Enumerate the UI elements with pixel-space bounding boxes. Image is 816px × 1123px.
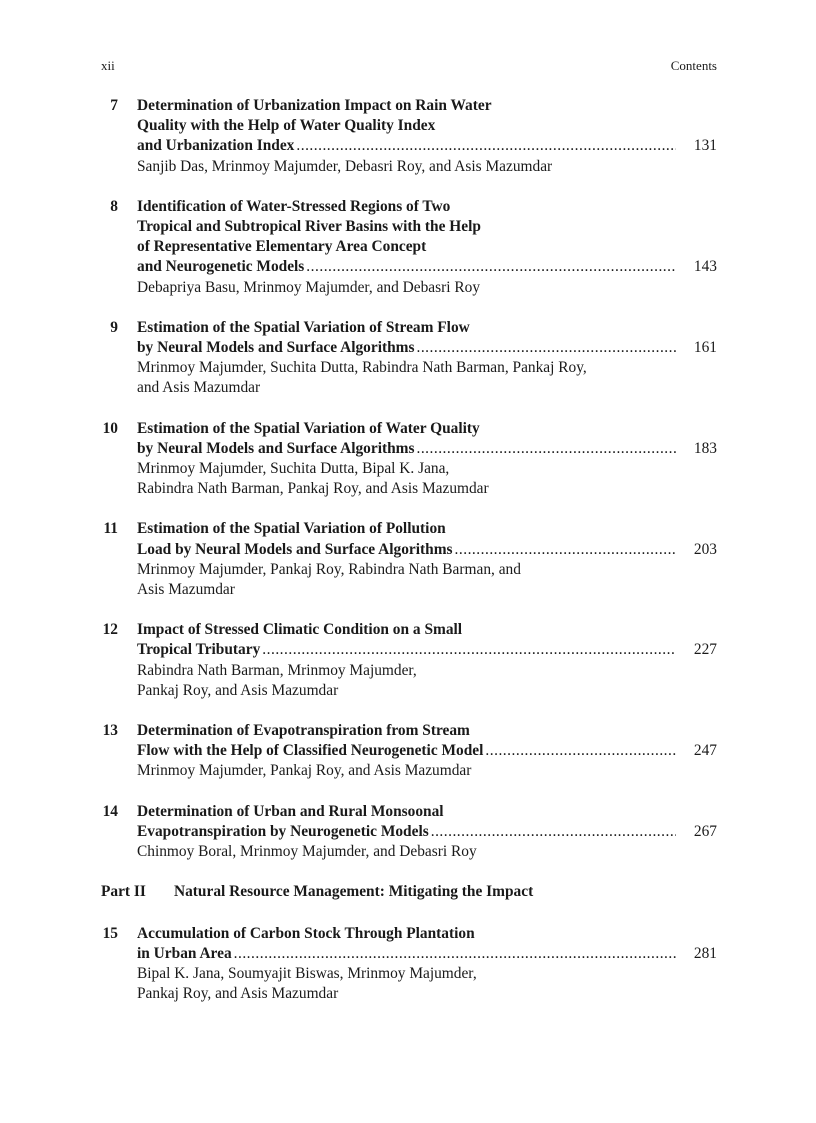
chapter-title-line: Evapotranspiration by Neurogenetic Models: [137, 822, 429, 840]
chapter-title-line: Load by Neural Models and Surface Algorithms: [137, 540, 453, 558]
chapter-authors: Pankaj Roy, and Asis Mazumdar: [137, 681, 339, 699]
chapter-title-line: of Representative Elementary Area Concept: [137, 238, 427, 256]
toc-entry-body: [137, 96, 717, 177]
toc-entry-body: [137, 318, 717, 399]
toc-entry[interactable]: [0, 721, 816, 782]
chapter-title-line: in Urban Area: [137, 944, 232, 962]
page-reference: 267: [693, 822, 717, 840]
chapter-number: 7: [110, 97, 118, 114]
running-head: [101, 58, 717, 78]
page-reference: 281: [693, 944, 717, 962]
chapter-authors: Rabindra Nath Barman, Pankaj Roy, and Asis Mazumdar: [137, 480, 489, 498]
page-reference: 227: [693, 641, 717, 659]
toc-list: [0, 96, 816, 1024]
toc-entry[interactable]: [0, 96, 816, 177]
toc-entry-body: [137, 924, 717, 1005]
toc-entry[interactable]: [0, 519, 816, 600]
chapter-title-line: Tropical and Subtropical River Basins with the Help: [137, 218, 481, 236]
toc-entry[interactable]: [0, 802, 816, 863]
chapter-title-last-line: [137, 338, 717, 358]
dot-leader: [455, 540, 676, 560]
chapter-title-last-line: [137, 540, 717, 560]
chapter-number: 13: [102, 722, 118, 740]
chapter-title-last-line: [137, 439, 717, 459]
chapter-authors: Asis Mazumdar: [137, 581, 235, 599]
chapter-title-line: Impact of Stressed Climatic Condition on a Small: [137, 621, 463, 639]
page-reference: 203: [693, 540, 717, 558]
part-label: Part II: [101, 883, 146, 901]
chapter-authors: Mrinmoy Majumder, Suchita Dutta, Rabindra Nath Barman, Pankaj Roy,: [137, 359, 587, 377]
dot-leader: [296, 136, 676, 156]
chapter-title-line: and Urbanization Index: [137, 137, 295, 155]
chapter-title-line: Quality with the Help of Water Quality Index: [137, 117, 436, 135]
chapter-title-line: Estimation of the Spatial Variation of Stream Flow: [137, 318, 470, 336]
page-reference: 143: [693, 258, 717, 276]
chapter-number: 8: [110, 197, 118, 215]
toc-entry-body: [137, 197, 717, 298]
toc-entry[interactable]: [0, 318, 816, 399]
toc-entry[interactable]: [0, 197, 816, 298]
dot-leader: [485, 741, 676, 761]
chapter-authors: Debapriya Basu, Mrinmoy Majumder, and Debasri Roy: [137, 278, 481, 296]
chapter-authors: Mrinmoy Majumder, Pankaj Roy, and Asis Mazumdar: [137, 762, 472, 780]
chapter-title-last-line: [137, 640, 717, 660]
chapter-title-line: Identification of Water-Stressed Regions of Two: [137, 197, 451, 215]
dot-leader: [262, 640, 676, 660]
toc-entry-body: [137, 721, 717, 782]
dot-leader: [416, 439, 675, 459]
chapter-authors: Pankaj Roy, and Asis Mazumdar: [137, 985, 339, 1003]
chapter-authors: Chinmoy Boral, Mrinmoy Majumder, and Debasri Roy: [137, 843, 477, 861]
chapter-authors: Mrinmoy Majumder, Suchita Dutta, Bipal K. Jana,: [137, 460, 450, 478]
chapter-title-line: Determination of Evapotranspiration from Stream: [137, 722, 470, 740]
dot-leader: [234, 944, 676, 964]
chapter-number: 10: [102, 419, 118, 437]
toc-entry-body: [137, 620, 717, 701]
chapter-authors: Rabindra Nath Barman, Mrinmoy Majumder,: [137, 661, 417, 679]
toc-entry[interactable]: [0, 419, 816, 500]
page-reference: 161: [693, 339, 717, 357]
part-title: Natural Resource Management: Mitigating the Impact: [174, 883, 534, 901]
chapter-title-line: Tropical Tributary: [137, 641, 261, 659]
chapter-title-line: Estimation of the Spatial Variation of Water Quality: [137, 419, 480, 437]
page-reference: 131: [693, 137, 717, 155]
chapter-authors: Sanjib Das, Mrinmoy Majumder, Debasri Roy, and Asis Mazumdar: [137, 157, 553, 175]
chapter-authors: Mrinmoy Majumder, Pankaj Roy, Rabindra Nath Barman, and: [137, 560, 521, 578]
toc-group-part-ii: [0, 924, 816, 1005]
page-number: xii: [101, 58, 115, 73]
chapter-title-line: Determination of Urbanization Impact on Rain Water: [137, 97, 492, 114]
dot-leader: [416, 338, 675, 358]
chapter-title-line: Determination of Urban and Rural Monsoonal: [137, 802, 444, 820]
chapter-title-last-line: [137, 136, 717, 156]
toc-entry[interactable]: [0, 924, 816, 1005]
page-reference: 247: [693, 742, 717, 760]
chapter-authors: and Asis Mazumdar: [137, 379, 261, 397]
chapter-title-last-line: [137, 741, 717, 761]
section-title: Contents: [670, 58, 717, 73]
chapter-title-last-line: [137, 257, 717, 277]
dot-leader: [306, 257, 676, 277]
chapter-title-last-line: [137, 822, 717, 842]
chapter-number: 11: [103, 520, 118, 538]
dot-leader: [431, 822, 676, 842]
chapter-number: 9: [110, 318, 118, 336]
chapter-number: 15: [102, 924, 118, 942]
toc-group-part-i: [0, 96, 816, 862]
part-heading: [0, 882, 816, 902]
chapter-title-line: and Neurogenetic Models: [137, 258, 305, 276]
toc-entry-body: [137, 419, 717, 500]
chapter-title-line: Estimation of the Spatial Variation of Pollution: [137, 520, 446, 538]
chapter-authors: Bipal K. Jana, Soumyajit Biswas, Mrinmoy Majumder,: [137, 964, 477, 982]
chapter-title-line: Accumulation of Carbon Stock Through Plantation: [137, 924, 475, 942]
chapter-title-last-line: [137, 944, 717, 964]
page-reference: 183: [693, 439, 717, 457]
toc-entry[interactable]: [0, 620, 816, 701]
chapter-title-line: Flow with the Help of Classified Neurogenetic Model: [137, 742, 484, 760]
toc-entry-body: [137, 519, 717, 600]
chapter-number: 12: [102, 621, 118, 639]
chapter-title-line: by Neural Models and Surface Algorithms: [137, 439, 415, 457]
chapter-title-line: by Neural Models and Surface Algorithms: [137, 339, 415, 357]
toc-entry-body: [137, 802, 717, 863]
chapter-number: 14: [102, 802, 118, 820]
